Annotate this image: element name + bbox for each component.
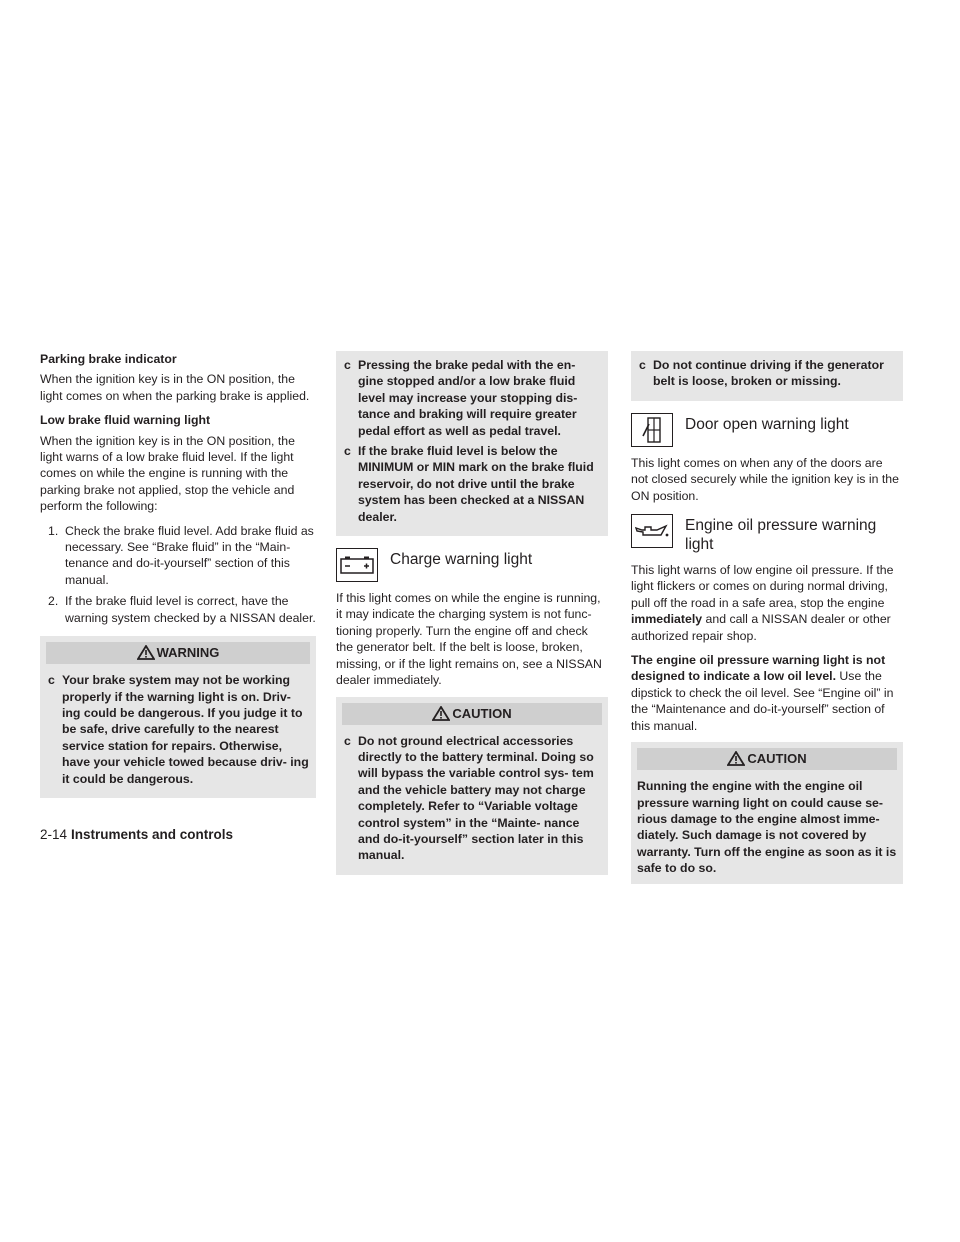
list-item — [342, 443, 602, 525]
door-open-text: This light comes on when any of the doors are not closed securely while the ignition key is in the ON position. — [631, 455, 899, 503]
warning-triangle-icon — [727, 751, 745, 766]
oil-can-icon — [631, 514, 673, 548]
caution-box — [631, 742, 903, 883]
bullet-mark: c — [48, 673, 55, 688]
oil-text-a: This light warns of low engine oil pressure. If the light flickers or comes on during normal driving, pull off the road in a safe area, stop the engine — [631, 563, 894, 610]
door-open-heading — [631, 411, 903, 447]
warning-continued-box — [336, 351, 608, 536]
list-item — [46, 672, 310, 787]
list-item — [342, 357, 602, 439]
oil-note-bold: The engine oil pressure warning light is not designed to indicate a low oil level. — [631, 653, 886, 684]
column-2 — [336, 351, 608, 885]
battery-icon — [336, 548, 378, 582]
oil-text-b: and call a NISSAN dealer or other authorized repair shop. — [631, 612, 891, 643]
warning-box — [40, 636, 316, 798]
charge-warning-title: Charge warning light — [390, 551, 533, 569]
bullet-mark: c — [639, 358, 646, 372]
caution-title-text: CAUTION — [747, 751, 807, 767]
low-brake-fluid-heading: Low brake fluid warning light — [40, 413, 211, 428]
list-item — [40, 593, 316, 626]
parking-brake-heading: Parking brake indicator — [40, 352, 177, 366]
caution-text: Running the engine with the engine oil pressure warning light on could cause se- rious damage to the engine almost imme- diately. Such damage is not covered by warranty. Turn off the engine as soon as it is safe to do so. — [637, 779, 897, 876]
charge-warning-text: If this light comes on while the engine is running, it may indicate the charging system is not func- tioning properly. Turn the engine off and check the generator belt. If the belt is loose, broken, missing, or if the light remains on, see a NISSAN dealer immediately. — [336, 591, 602, 688]
bullet-mark: c — [344, 733, 351, 748]
caution-continued-box — [631, 351, 903, 401]
door-open-title: Door open warning light — [685, 415, 849, 433]
page-number: 2-14 — [40, 827, 68, 842]
column-1 — [40, 351, 316, 808]
warning-title — [46, 642, 310, 664]
oil-pressure-title: Engine oil pressure warning light — [685, 517, 877, 554]
warning-triangle-icon — [137, 645, 155, 660]
warning-bullet-text: Pressing the brake pedal with the en- gine stopped and/or a low brake fluid level may increase your stopping dis- tance and braking will require greater pedal effort as well as pedal travel. — [358, 358, 578, 438]
list-item — [40, 523, 316, 589]
oil-pressure-heading — [631, 512, 903, 554]
bullet-mark: c — [344, 444, 351, 459]
caution-title — [342, 703, 602, 725]
column-3 — [631, 351, 903, 894]
caution-bullet-text: Do not ground electrical accessories directly to the battery terminal. Doing so will bypass the variable control sys- tem and the vehicle battery may not charge completely. Refer to “Variable voltage control system” in the “Mainte- nance and do-it-yourself” section later in this manual. — [358, 733, 594, 863]
step-text: If the brake fluid level is correct, have the warning system checked by a NISSAN dealer. — [65, 594, 316, 625]
oil-pressure-text — [631, 562, 903, 644]
caution-title — [637, 748, 897, 770]
warning-title-text: WARNING — [156, 645, 220, 661]
step-number: 2. — [48, 594, 59, 609]
parking-brake-text: When the ignition key is in the ON position, the light comes on when the parking brake is applied. — [40, 372, 310, 403]
warning-triangle-icon — [432, 706, 450, 721]
step-number: 1. — [48, 523, 59, 538]
warning-bullet-text: If the brake fluid level is below the MINIMUM or MIN mark on the brake fluid reservoir, do not drive until the brake system has been checked at a NISSAN dealer. — [358, 444, 594, 524]
door-open-icon — [631, 413, 673, 447]
oil-note-rest: Use the dipstick to check the oil level. See “Engine oil” in the “Maintenance and do-it-yourself” section of this manual. — [631, 669, 894, 733]
oil-text-bold: immediately — [631, 612, 703, 627]
oil-note — [631, 652, 903, 734]
caution-title-text: CAUTION — [452, 705, 512, 721]
caution-bullet-text: Do not continue driving if the generator belt is loose, broken or missing. — [653, 358, 884, 389]
steps-list — [40, 523, 316, 626]
caution-box — [336, 697, 608, 875]
list-item — [637, 357, 897, 390]
low-brake-fluid-text: When the ignition key is in the ON position, the light warns of a low brake fluid level. If the light comes on while the engine is running with the parking brake not applied, stop the vehicle and perform the following: — [40, 433, 295, 514]
list-item — [342, 733, 602, 864]
section-name: Instruments and controls — [71, 827, 234, 842]
page-footer — [40, 827, 233, 843]
warning-bullet-text: Your brake system may not be working properly if the warning light is on. Driv- ing could be dangerous. If you judge it to be safe, drive carefully to the nearest service station for repairs. Otherwise, have your vehicle towed because driv- ing it could be dangerous. — [62, 673, 309, 786]
step-text: Check the brake fluid level. Add brake fluid as necessary. See “Brake fluid” in the “Main- tenance and do-it-yourself” section of this manual. — [65, 523, 314, 587]
bullet-mark: c — [344, 358, 351, 372]
charge-warning-heading — [336, 546, 608, 582]
